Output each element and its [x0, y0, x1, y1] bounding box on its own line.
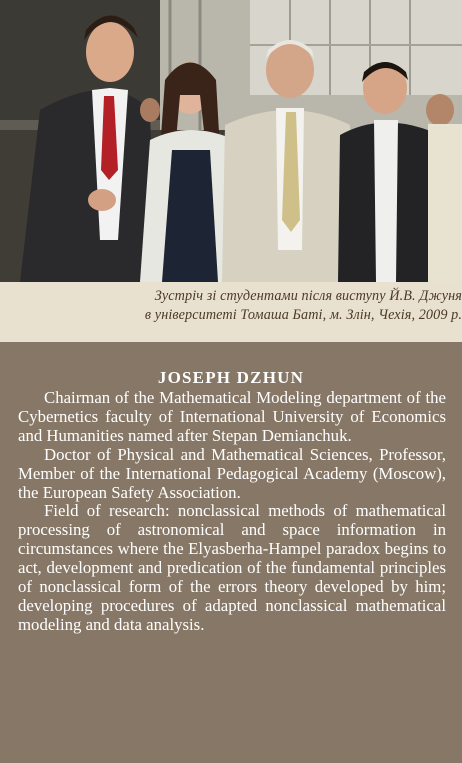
bio-paragraph-1: Chairman of the Mathematical Modeling department of the Cybernetics faculty of International University of Economics and Humanities named after Stepan Demianchuk.	[18, 388, 446, 445]
bio-paragraph-2: Doctor of Physical and Mathematical Sciences, Professor, Member of the International Pedagogical Academy (Moscow), the European Safety Association.	[18, 444, 446, 502]
biography-panel	[0, 342, 462, 763]
group-photo-image	[0, 0, 462, 282]
bio-title: JOSEPH DZHUN	[157, 368, 305, 387]
photo-caption	[0, 282, 462, 342]
bio-paragraph-3: Field of research: nonclassical methods of mathematical processing of astronomical and space information in circumstances where the Elyasberha-Hampel paradox begins to act, development and predication of the fundamental principles of nonclassical form of the errors theory developed by him; developing procedures of adapted nonclassical mathematical modeling and data analysis.	[18, 501, 446, 634]
caption-line-2: в університеті Томаша Баті, м. Злін, Чехія, 2009 р.	[144, 307, 462, 323]
bio-text	[18, 389, 446, 635]
group-photo	[0, 0, 462, 282]
caption-line-1: Зустріч зі студентами після виступу Й.В. Джуня	[154, 288, 462, 304]
